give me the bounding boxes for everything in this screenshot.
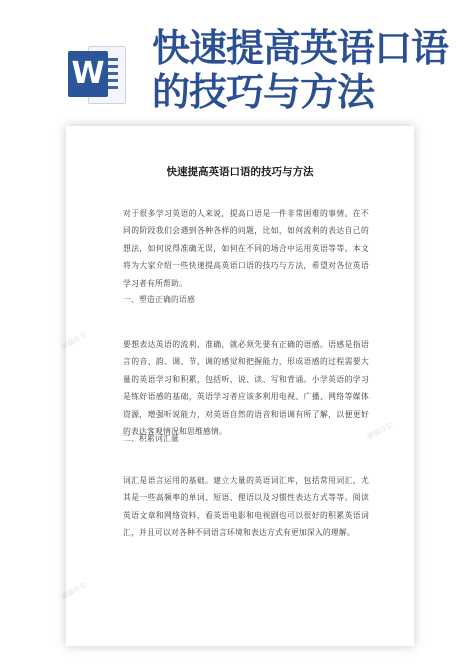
watermark: 熊猫办公 bbox=[365, 420, 395, 442]
intro-paragraph: 对于很多学习英语的人来说，提高口语是一件非常困难的事情。在不同的阶段我们会遇到各种各样的问题，比如，如何流利的表达自己的想法，如何说得准确无误，如何在不同的场合中运用英语等等。本文将为大家介绍一些快速提高英语口语的技巧与方法，希望对各位英语学习者有所帮助。 bbox=[123, 209, 369, 288]
document-title: 快速提高英语口语的技巧与方法 bbox=[166, 166, 314, 178]
section-2-paragraph: 词汇是语言运用的基础。建立大量的英语词汇库，包括常用词汇，尤其是一些高频率的单词、短语、俚语以及习惯性表达方式等等。阅读英语文章和网络资料，看英语电影和电视剧也可以很好的积累英语词汇，并且可以对各种不同语言环境和表达方式有更加深入的理解。 bbox=[123, 476, 369, 538]
word-document-icon bbox=[68, 44, 126, 104]
document-page bbox=[59, 126, 414, 646]
section-1-paragraph: 要想表达英语的流利、准确，就必须先要有正确的语感。语感是指语言的音、韵、调、节、调的感觉和把握能力，形成语感的过程需要大量的英语学习和积累，包括听、说、读、写和背诵。小学英语的学习是练好语感的基础，英语学习者应该多利用电视、广播、网络等媒体资源，增强听说能力，对英语自然的语音和语调有所了解，以便更好的表达客观情况和思维感情。 bbox=[123, 340, 369, 437]
watermark: 熊猫办公 bbox=[59, 580, 89, 602]
banner bbox=[0, 0, 474, 125]
logo-letter: W bbox=[68, 51, 108, 97]
section-2-heading: 二、积累词汇量 bbox=[123, 434, 179, 443]
watermark: 熊猫办公 bbox=[59, 330, 89, 352]
banner-title: 快速提高英语口语的技巧与方法 bbox=[152, 26, 449, 114]
section-1-heading: 一、塑造正确的语感 bbox=[123, 295, 195, 304]
